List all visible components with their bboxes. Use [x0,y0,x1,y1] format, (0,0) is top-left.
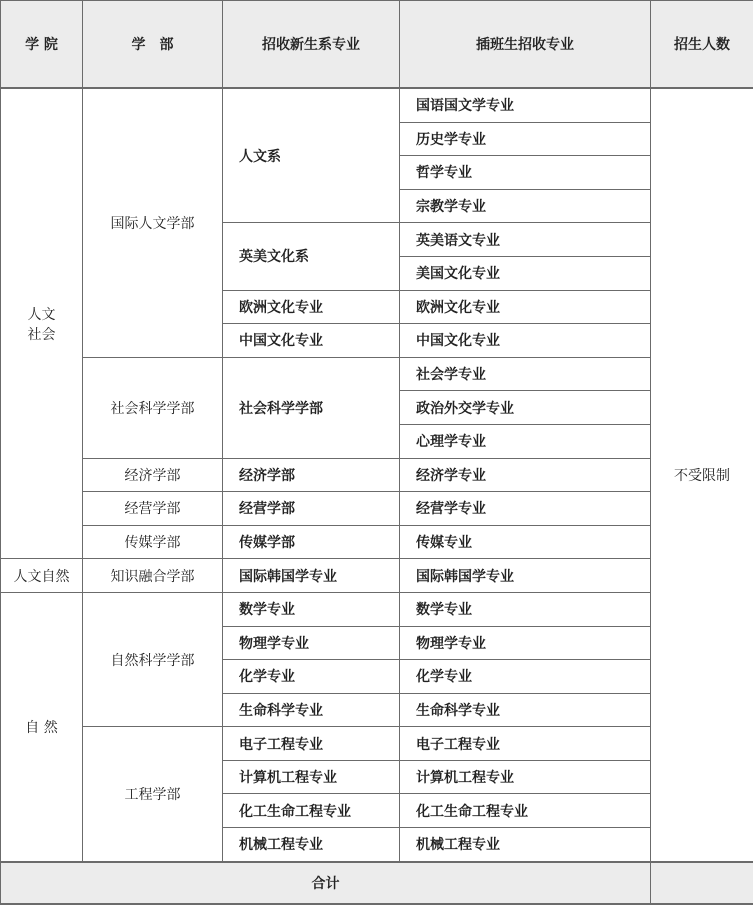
freshman-math: 数学专业 [223,592,400,626]
transfer-major: 国语国文学专业 [400,88,651,122]
transfer-major: 英美语文专业 [400,223,651,257]
transfer-major: 社会学专业 [400,357,651,391]
table-row [1,88,753,122]
transfer-major: 计算机工程专业 [400,760,651,794]
freshman-humanities: 人文系 [223,88,400,223]
total-row [1,862,753,904]
transfer-major: 美国文化专业 [400,256,651,290]
college-natural: 自 然 [1,592,83,861]
transfer-major: 电子工程专业 [400,727,651,761]
freshman-life-science: 生命科学专业 [223,693,400,727]
table-row [1,727,753,761]
freshman-korean-studies: 国际韩国学专业 [223,559,400,593]
division-media: 传媒学部 [83,525,223,559]
freshman-physics: 物理学专业 [223,626,400,660]
division-economics: 经济学部 [83,458,223,492]
table-row [1,357,753,391]
freshman-media: 传媒学部 [223,525,400,559]
division-natural-science: 自然科学学部 [83,592,223,726]
transfer-major: 哲学专业 [400,156,651,190]
transfer-major: 欧洲文化专业 [400,290,651,324]
division-intl-humanities: 国际人文学部 [83,88,223,357]
transfer-major: 心理学专业 [400,424,651,458]
total-label: 合计 [1,862,651,904]
transfer-major: 数学专业 [400,592,651,626]
freshman-computer: 计算机工程专业 [223,760,400,794]
header-row [1,1,753,89]
freshman-anglo-american: 英美文化系 [223,223,400,290]
college-humanities-social: 人文 社会 [1,88,83,559]
header-freshman-major: 招收新生系专业 [223,1,400,89]
transfer-major: 生命科学专业 [400,693,651,727]
table-row [1,458,753,492]
transfer-major: 化工生命工程专业 [400,794,651,828]
freshman-economics: 经济学部 [223,458,400,492]
transfer-major: 宗教学专业 [400,189,651,223]
freshman-mechanical: 机械工程专业 [223,828,400,862]
freshman-business: 经营学部 [223,492,400,526]
header-transfer-major: 插班生招收专业 [400,1,651,89]
header-quota: 招生人数 [651,1,753,89]
transfer-major: 物理学专业 [400,626,651,660]
transfer-major: 国际韩国学专业 [400,559,651,593]
transfer-major: 中国文化专业 [400,324,651,358]
division-social-science: 社会科学学部 [83,357,223,458]
table-row [1,559,753,593]
college-humanities-natural: 人文自然 [1,559,83,593]
table-row [1,492,753,526]
freshman-social-science: 社会科学学部 [223,357,400,458]
transfer-major: 经济学专业 [400,458,651,492]
table-row [1,592,753,626]
freshman-chinese: 中国文化专业 [223,324,400,358]
transfer-major: 经营学专业 [400,492,651,526]
freshman-european: 欧洲文化专业 [223,290,400,324]
division-engineering: 工程学部 [83,727,223,862]
transfer-major: 历史学专业 [400,122,651,156]
header-division: 学 部 [83,1,223,89]
header-college: 学 院 [1,1,83,89]
table-row [1,525,753,559]
freshman-electronic: 电子工程专业 [223,727,400,761]
freshman-chemistry: 化学专业 [223,660,400,694]
total-value [651,862,753,904]
transfer-major: 政治外交学专业 [400,391,651,425]
division-knowledge-fusion: 知识融合学部 [83,559,223,593]
transfer-major: 机械工程专业 [400,828,651,862]
quota-value: 不受限制 [651,88,753,862]
transfer-major: 化学专业 [400,660,651,694]
freshman-chem-life-eng: 化工生命工程专业 [223,794,400,828]
transfer-major: 传媒专业 [400,525,651,559]
division-business: 经营学部 [83,492,223,526]
